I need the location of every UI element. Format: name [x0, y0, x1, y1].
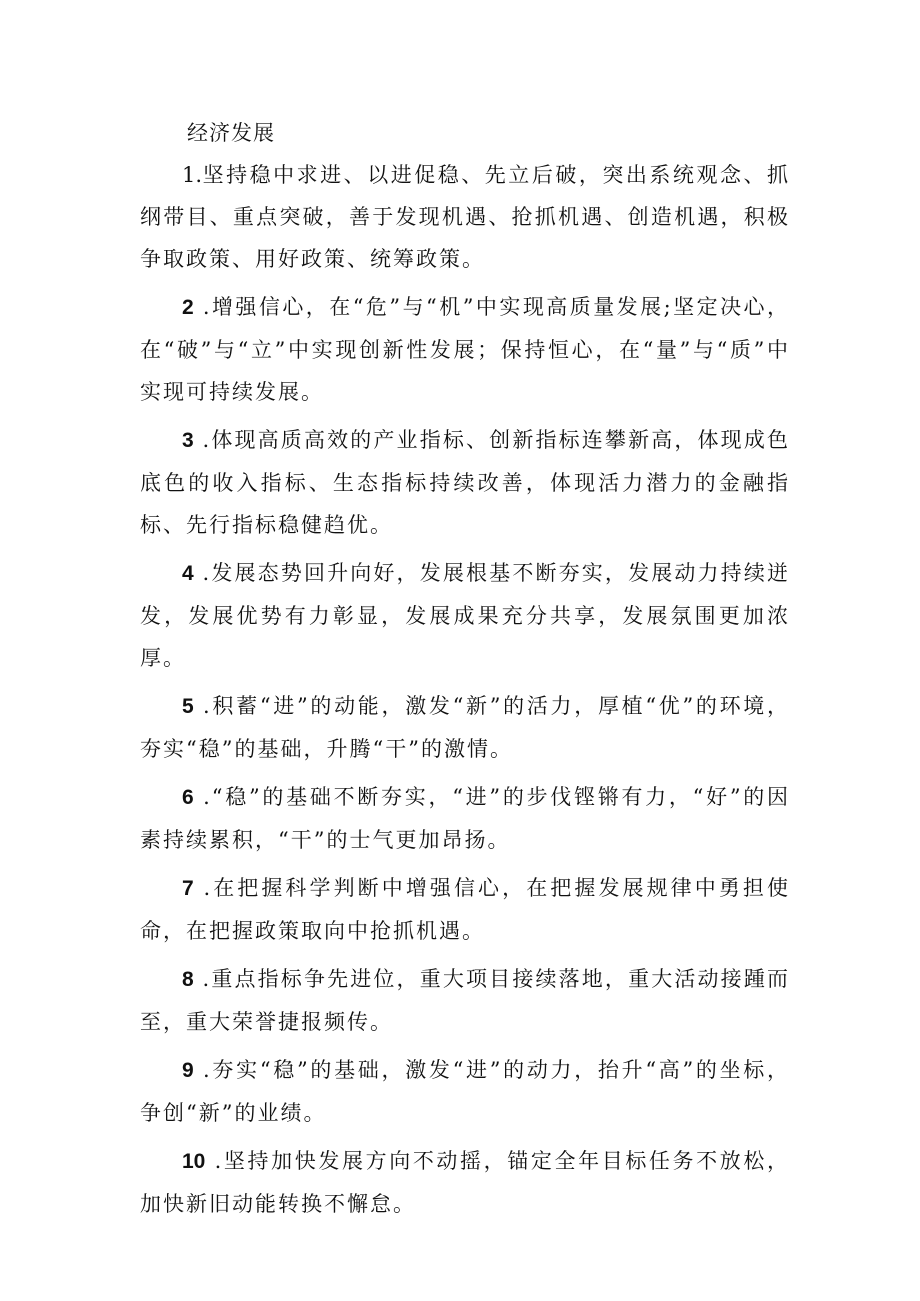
- item-number: 2: [182, 296, 194, 319]
- item-text: .重点指标争先进位，重大项目接续落地，重大活动接踵而至，重大荣誉捷报频传。: [140, 967, 790, 1034]
- paragraph-7: [140, 867, 790, 952]
- paragraph-6: [140, 776, 790, 861]
- item-number: 1.: [182, 163, 203, 187]
- item-number: 5: [182, 695, 194, 718]
- paragraph-2: [140, 286, 790, 413]
- item-number: 3: [182, 429, 194, 452]
- item-number: 7: [182, 877, 194, 900]
- item-text: 坚持稳中求进、以进促稳、先立后破，突出系统观念、抓纲带目、重点突破，善于发现机遇、抢抓机遇、创造机遇，积极争取政策、用好政策、统筹政策。: [140, 163, 790, 271]
- item-text: .增强信心，在“危”与“机”中实现高质量发展;坚定决心，在“破”与“立”中实现创新性发展；保持恒心，在“量”与“质”中实现可持续发展。: [140, 295, 790, 404]
- item-number: 4: [182, 562, 194, 585]
- paragraph-3: [140, 419, 790, 546]
- section-heading: 经济发展: [187, 121, 275, 145]
- item-text: .坚持加快发展方向不动摇，锚定全年目标任务不放松，加快新旧动能转换不懈怠。: [140, 1149, 790, 1216]
- document-body: [140, 114, 790, 1231]
- item-text: .在把握科学判断中增强信心，在把握发展规律中勇担使命，在把握政策取向中抢抓机遇。: [140, 876, 790, 943]
- paragraph-5: [140, 685, 790, 770]
- item-text: .发展态势回升向好，发展根基不断夯实，发展动力持续迸发，发展优势有力彰显，发展成果充分共享，发展氛围更加浓厚。: [140, 561, 790, 670]
- paragraph-8: [140, 958, 790, 1043]
- paragraph-1: [140, 154, 790, 280]
- item-text: .积蓄“进”的动能，激发“新”的活力，厚植“优”的环境，夯实“稳”的基础，升腾“干”的激情。: [140, 694, 790, 761]
- item-number: 9: [182, 1059, 194, 1082]
- item-number: 10: [182, 1150, 206, 1173]
- item-text: .“稳”的基础不断夯实，“进”的步伐铿锵有力，“好”的因素持续累积，“干”的士气更加昂扬。: [140, 785, 790, 852]
- paragraph-4: [140, 552, 790, 679]
- item-number: 6: [182, 786, 194, 809]
- paragraph-10: [140, 1140, 790, 1225]
- item-number: 8: [182, 968, 194, 991]
- item-text: .体现高质高效的产业指标、创新指标连攀新高，体现成色底色的收入指标、生态指标持续改善，体现活力潜力的金融指标、先行指标稳健趋优。: [140, 428, 790, 537]
- item-text: .夯实“稳”的基础，激发“进”的动力，抬升“高”的坐标，争创“新”的业绩。: [140, 1058, 790, 1125]
- paragraph-9: [140, 1049, 790, 1134]
